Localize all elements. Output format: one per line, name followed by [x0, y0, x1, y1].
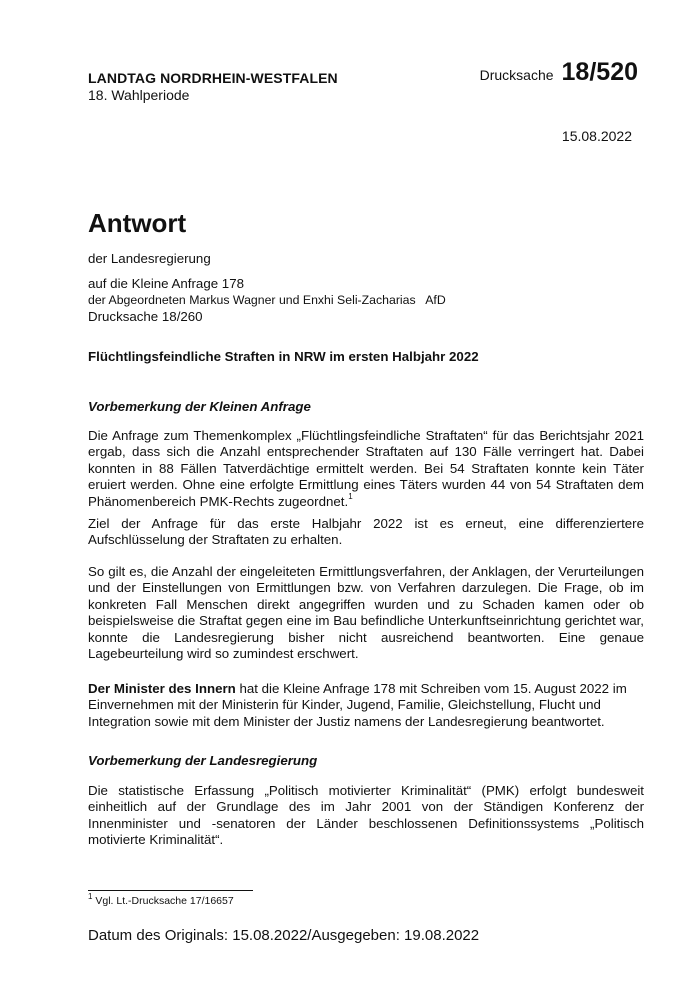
inquiry-info	[88, 276, 644, 325]
footnote-text: Vgl. Lt.-Drucksache 17/16657	[92, 895, 234, 907]
drucksache-box	[480, 58, 638, 87]
minister-text: hat die Kleine Anfrage 178 mit Schreiben vom 15. August 2022 im Einvernehmen mit der Ministerin für Kinder, Jugend, Familie, Gleichstellung, Flucht und Integration sowie mit dem Minister der Justiz namens der Landesregierung beantwortet.	[88, 681, 627, 729]
drucksache-label: Drucksache	[479, 67, 554, 83]
parliament-name: LANDTAG NORDRHEIN-WESTFALEN	[88, 70, 338, 86]
document-date: 15.08.2022	[561, 128, 632, 144]
section-heading-landesregierung: Vorbemerkung der Landesregierung	[88, 753, 318, 768]
answer-from: der Landesregierung	[88, 251, 211, 266]
section-heading-kleine-anfrage: Vorbemerkung der Kleinen Anfrage	[88, 399, 311, 414]
header-left	[88, 70, 338, 103]
paragraph-1-text: Die Anfrage zum Themenkomplex „Flüchtlingsfeindliche Straftaten“ für das Berichtsjahr 2021 ergab, dass sich die Anzahl entsprechender Straftaten auf 130 Fälle verringert hat. Dabei konnten in 88 Fällen Tatverdächtige ermittelt werden. Bei 54 Straftaten konnte kein Täter eruiert werden. Ohne eine erfolgte Ermittlung eines Täters wurden 44 von 54 Straftaten dem Phänomenbereich PMK-Rechts zugeordnet.	[88, 428, 644, 509]
inquiry-reference: Drucksache 18/260	[88, 308, 203, 324]
paragraph-1	[88, 428, 644, 510]
document-title: Antwort	[88, 208, 187, 238]
legislative-period: 18. Wahlperiode	[88, 87, 190, 103]
footnote-divider	[88, 890, 253, 891]
inquiry-subject: Flüchtlingsfeindliche Straften in NRW im ersten Halbjahr 2022	[88, 349, 479, 364]
drucksache-number: 18/520	[561, 58, 638, 86]
paragraph-4: Die statistische Erfassung „Politisch motivierter Kriminalität“ (PMK) erfolgt bundesweit einheitlich auf der Grundlage des im Jahr 2001 von der Ständigen Konferenz der Innenminister und -senatoren der Länder beschlossenen Definitionssystems „Politisch motivierte Kriminalität“.	[88, 783, 644, 848]
footer-dates: Datum des Originals: 15.08.2022/Ausgegeben: 19.08.2022	[88, 927, 480, 944]
footnote-mark: 1	[88, 891, 93, 901]
footnote-reference: 1	[348, 492, 353, 502]
footnote	[88, 891, 234, 907]
inquiry-authors: der Abgeordneten Markus Wagner und Enxhi Seli-Zacharias AfD	[88, 293, 446, 308]
minister-paragraph	[88, 681, 644, 730]
paragraph-3: So gilt es, die Anzahl der eingeleiteten Ermittlungsverfahren, der Anklagen, der Verurteilungen und der Einstellungen von Ermittlungen bzw. von Verfahren darzulegen. Die Frage, ob im konkreten Fall Menschen direkt angegriffen wurden und zu Schaden kamen oder ob beispielsweise die Straftat gegen eine im Bau befindliche Unterkunftseinrichtung gerichtet war, konnte die Landesregierung bisher nicht ausreichend beantworten. Eine genaue Lagebeurteilung wird so zumindest erschwert.	[88, 564, 644, 662]
inquiry-number: auf die Kleine Anfrage 178	[88, 276, 244, 291]
minister-name: Der Minister des Innern	[88, 681, 236, 696]
paragraph-2: Ziel der Anfrage für das erste Halbjahr 2022 ist es erneut, eine differenziertere Aufschlüsselung der Straftaten zu erhalten.	[88, 516, 644, 548]
